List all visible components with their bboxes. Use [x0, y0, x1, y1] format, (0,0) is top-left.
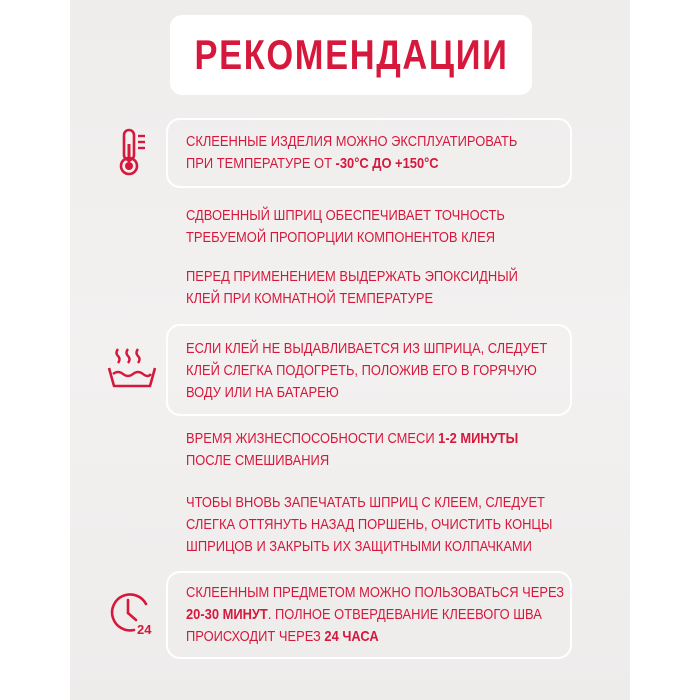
- text-line: КЛЕЙ СЛЕГКА ПОДОГРЕТЬ, ПОЛОЖИВ ЕГО В ГОРЯЧУЮ: [186, 362, 537, 379]
- clock-24-icon: [108, 590, 160, 643]
- room-temp-text: [186, 266, 518, 310]
- text-line: СКЛЕЕННЫЕ ИЗДЕЛИЯ МОЖНО ЭКСПЛУАТИРОВАТЬ: [186, 133, 518, 150]
- text-line: ПРОИСХОДИТ ЧЕРЕЗ 24 ЧАСА: [186, 628, 379, 645]
- text-line: 20-30 МИНУТ. ПОЛНОЕ ОТВЕРДЕВАНИЕ КЛЕЕВОГО ШВА: [186, 606, 542, 623]
- text-line: ЕСЛИ КЛЕЙ НЕ ВЫДАВЛИВАЕТСЯ ИЗ ШПРИЦА, СЛЕДУЕТ: [186, 340, 548, 357]
- text-line: ВРЕМЯ ЖИЗНЕСПОСОБНОСТИ СМЕСИ 1-2 МИНУТЫ: [186, 430, 519, 447]
- temperature-text: [186, 131, 517, 175]
- text-line: ПЕРЕД ПРИМЕНЕНИЕМ ВЫДЕРЖАТЬ ЭПОКСИДНЫЙ: [186, 268, 518, 285]
- seal-text: [186, 492, 552, 558]
- text-line: СДВОЕННЫЙ ШПРИЦ ОБЕСПЕЧИВАЕТ ТОЧНОСТЬ: [186, 207, 505, 224]
- thermometer-icon: [112, 126, 152, 183]
- text-line: ПОСЛЕ СМЕШИВАНИЯ: [186, 452, 330, 469]
- text-line: ТРЕБУЕМОЙ ПРОПОРЦИИ КОМПОНЕНТОВ КЛЕЯ: [186, 229, 496, 246]
- text-line: ПРИ ТЕМПЕРАТУРЕ ОТ -30°С ДО +150°С: [186, 155, 439, 172]
- text-line: КЛЕЙ ПРИ КОМНАТНОЙ ТЕМПЕРАТУРЕ: [186, 290, 434, 307]
- text-line: ВОДУ ИЛИ НА БАТАРЕЮ: [186, 384, 339, 401]
- text-line: ШПРИЦОВ И ЗАКРЫТЬ ИХ ЗАЩИТНЫМИ КОЛПАЧКАМИ: [186, 538, 532, 555]
- cure-time-text: [186, 582, 564, 648]
- title-box: [170, 15, 532, 95]
- page-title: РЕКОМЕНДАЦИИ: [193, 31, 509, 78]
- warm-water-text: [186, 338, 547, 404]
- text-line: СКЛЕЕННЫМ ПРЕДМЕТОМ МОЖНО ПОЛЬЗОВАТЬСЯ ЧЕРЕЗ: [186, 584, 565, 601]
- text-line: СЛЕГКА ОТТЯНУТЬ НАЗАД ПОРШЕНЬ, ОЧИСТИТЬ КОНЦЫ: [186, 516, 553, 533]
- pot-life-text: [186, 428, 518, 472]
- hot-water-bowl-icon: [106, 346, 158, 395]
- svg-text:24: 24: [137, 622, 152, 637]
- syringe-text: [186, 205, 505, 249]
- text-line: ЧТОБЫ ВНОВЬ ЗАПЕЧАТАТЬ ШПРИЦ С КЛЕЕМ, СЛЕДУЕТ: [186, 494, 545, 511]
